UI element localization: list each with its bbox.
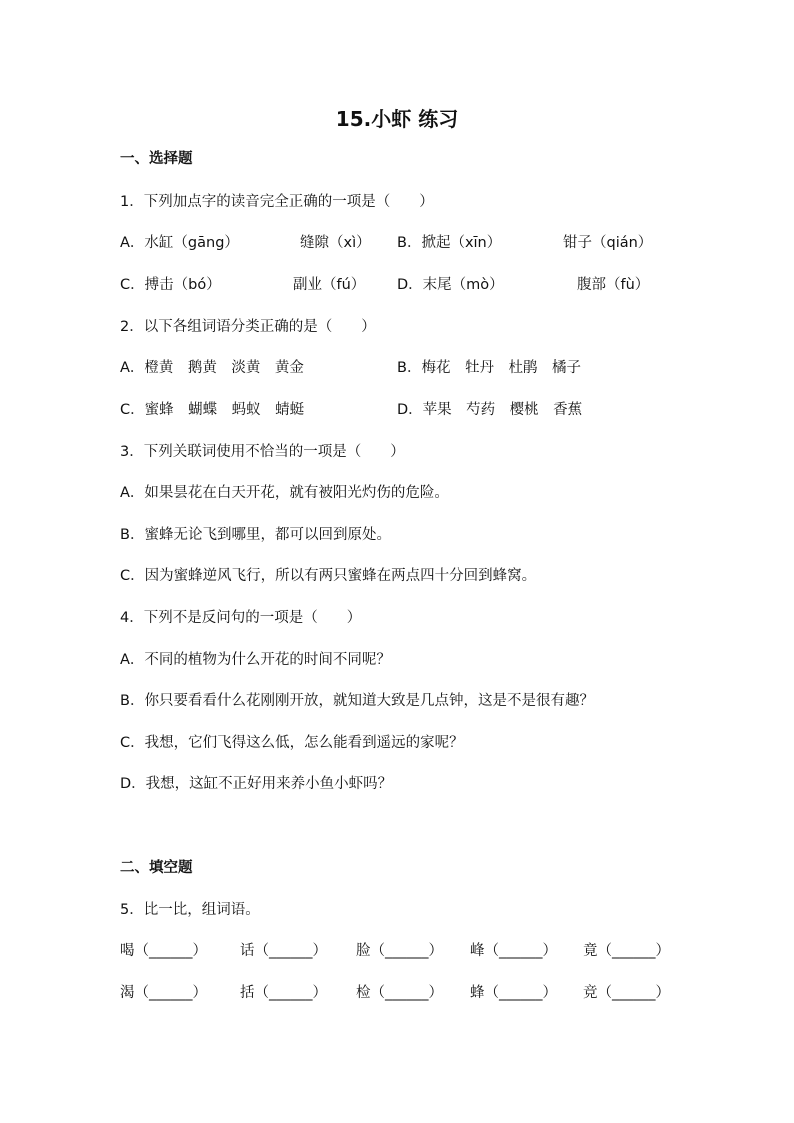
option-3b: B．蜜蜂无论飞到哪里，都可以回到原处。 [120, 527, 391, 543]
word-blank: 检（______） [356, 985, 443, 1001]
word-blank: 渴（______） [120, 985, 207, 1001]
question-1-stem: 1．下列加点字的读音完全正确的一项是（ ） [120, 194, 434, 210]
option-1d: D．末尾（mò） [397, 277, 504, 293]
option-1b-word2: 钳子（qián） [563, 235, 653, 251]
word-blank: 蜂（______） [470, 985, 557, 1001]
section-heading-choice: 一、选择题 [120, 151, 193, 167]
option-4b: B．你只要看看什么花刚刚开放，就知道大致是几点钟，这是不是很有趣？ [120, 693, 594, 709]
page-title: 15.小虾 练习 [335, 107, 459, 131]
word-blank: 括（______） [240, 985, 327, 1001]
section-heading-fill: 二、填空题 [120, 860, 193, 876]
option-2b: B．梅花 牡丹 杜鹃 橘子 [397, 360, 581, 376]
option-1a-word2: 缝隙（xì） [300, 235, 371, 251]
question-2-stem: 2．以下各组词语分类正确的是（ ） [120, 319, 376, 335]
word-blank: 脸（______） [356, 943, 443, 959]
option-3a: A．如果昙花在白天开花，就有被阳光灼伤的危险。 [120, 485, 449, 501]
question-5-stem: 5．比一比，组词语。 [120, 902, 260, 918]
option-2a: A．橙黄 鹅黄 淡黄 黄金 [120, 360, 304, 376]
option-1c-word2: 副业（fú） [293, 277, 366, 293]
question-2-options-ab [120, 356, 680, 380]
option-2d: D．苹果 芍药 樱桃 香蕉 [397, 402, 583, 418]
word-blank: 竟（______） [583, 943, 670, 959]
word-row-1 [120, 939, 680, 963]
option-1a: A．水缸（gāng） [120, 235, 239, 251]
question-1-options-ab [120, 231, 680, 255]
word-blank: 峰（______） [470, 943, 557, 959]
question-2-options-cd [120, 398, 680, 422]
option-3c: C．因为蜜蜂逆风飞行，所以有两只蜜蜂在两点四十分回到蜂窝。 [120, 568, 537, 584]
question-3-stem: 3．下列关联词使用不恰当的一项是（ ） [120, 444, 405, 460]
option-1c: C．搏击（bó） [120, 277, 221, 293]
word-row-2 [120, 981, 680, 1005]
word-blank: 话（______） [240, 943, 327, 959]
option-4c: C．我想，它们飞得这么低，怎么能看到遥远的家呢？ [120, 735, 464, 751]
question-1-options-cd [120, 273, 680, 297]
option-1b: B．掀起（xīn） [397, 235, 502, 251]
word-blank: 喝（______） [120, 943, 207, 959]
question-4-stem: 4．下列不是反问句的一项是（ ） [120, 610, 362, 626]
option-1d-word2: 腹部（fù） [577, 277, 650, 293]
option-4d: D．我想，这缸不正好用来养小鱼小虾吗？ [120, 776, 393, 792]
option-4a: A．不同的植物为什么开花的时间不同呢？ [120, 652, 391, 668]
option-2c: C．蜜蜂 蝴蝶 蚂蚁 蜻蜓 [120, 402, 305, 418]
word-blank: 竞（______） [583, 985, 670, 1001]
